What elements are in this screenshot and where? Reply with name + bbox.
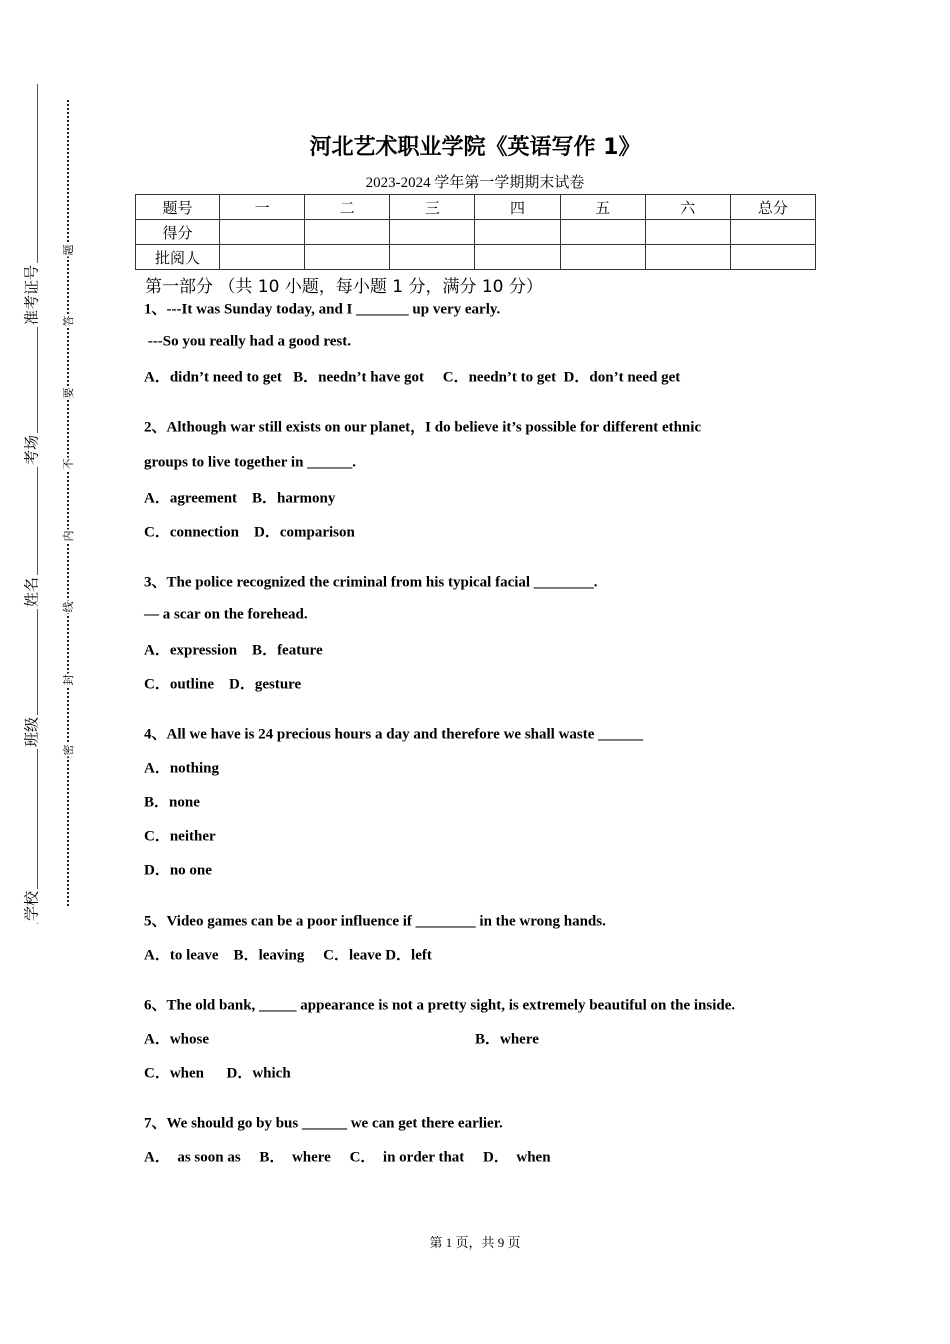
question-text: 1、---It was Sunday today, and I _______ up very early.	[144, 301, 501, 318]
table-cell: 题号	[136, 195, 220, 220]
seal-char: 线	[62, 601, 75, 613]
page-footer: 第 1 页，共 9 页	[429, 1235, 521, 1250]
exam-title: 河北艺术职业学院《英语写作 1》	[309, 135, 641, 160]
question-line: C．connection D．comparison	[144, 524, 355, 541]
seal-char: 答	[62, 315, 75, 327]
question-line: C．when D．which	[144, 1065, 291, 1082]
table-cell	[730, 245, 815, 270]
table-cell	[645, 245, 730, 270]
question-line: B．none	[144, 794, 200, 811]
binding-line	[37, 84, 38, 924]
table-cell	[305, 220, 390, 245]
question-line: A．to leave B．leaving C．leave D．left	[144, 947, 432, 964]
question-line: A．agreement B．harmony	[144, 490, 336, 507]
table-row	[136, 220, 816, 245]
table-cell	[560, 220, 645, 245]
table-row	[136, 245, 816, 270]
question-text: 6、The old bank, _____ appearance is not a pretty sight, is extremely beautiful on the inside.	[144, 997, 736, 1014]
table-cell	[220, 245, 305, 270]
table-cell	[305, 245, 390, 270]
question-line: ---So you really had a good rest.	[144, 333, 351, 350]
seal-char: 内	[62, 530, 75, 542]
exam-id-label: 准考证号	[22, 264, 41, 326]
table-cell: 得分	[136, 220, 220, 245]
seal-char: 要	[62, 387, 75, 399]
seal-char: 封	[62, 674, 75, 686]
table-cell	[220, 220, 305, 245]
table-cell: 批阅人	[136, 245, 220, 270]
table-cell	[560, 245, 645, 270]
name-label: 姓名	[22, 576, 41, 608]
score-table	[135, 194, 816, 270]
question-line: groups to live together in ______.	[144, 454, 356, 471]
question-line: A．nothing	[144, 760, 220, 777]
option-b: B．where	[475, 1031, 539, 1048]
question-line: C．outline D．gesture	[144, 676, 302, 693]
question-text: 4、All we have is 24 precious hours a day and therefore we shall waste ______	[144, 726, 644, 743]
table-cell	[730, 220, 815, 245]
question-line: A．whose	[144, 1031, 210, 1048]
table-row	[136, 195, 816, 220]
table-cell	[475, 220, 560, 245]
table-cell	[390, 220, 475, 245]
section-heading: 第一部分 （共 10 小题，每小题 1 分，满分 10 分）	[145, 277, 543, 297]
question-line: C．neither	[144, 828, 216, 845]
table-cell	[475, 245, 560, 270]
school-label: 学校	[22, 890, 41, 922]
table-cell: 总分	[730, 195, 815, 220]
question-text: 3、The police recognized the criminal from his typical facial ________.	[144, 574, 598, 591]
question-text: 5、Video games can be a poor influence if ________ in the wrong hands.	[144, 913, 606, 930]
exam-room-label: 考场	[22, 434, 41, 466]
question-line: — a scar on the forehead.	[144, 606, 308, 623]
table-cell: 五	[560, 195, 645, 220]
question-text: 2、Although war still exists on our planet，I do believe it’s possible for different ethnic	[144, 419, 702, 436]
seal-char: 题	[62, 244, 75, 256]
class-label: 班级	[22, 716, 41, 748]
table-cell: 六	[645, 195, 730, 220]
question-line: A．didn’t need to get B．needn’t have got C．needn’t to get D．don’t need get	[144, 369, 681, 386]
table-cell	[390, 245, 475, 270]
seal-dotted-line	[67, 100, 69, 906]
table-cell	[645, 220, 730, 245]
exam-subtitle: 2023-2024 学年第一学期期末试卷	[365, 175, 585, 191]
table-cell: 二	[305, 195, 390, 220]
question-line: A．expression B．feature	[144, 642, 323, 659]
question-text: 7、We should go by bus ______ we can get there earlier.	[144, 1115, 503, 1132]
table-cell: 三	[390, 195, 475, 220]
table-cell: 四	[475, 195, 560, 220]
question-line: A． as soon as B． where C． in order that D． when	[144, 1149, 551, 1166]
table-cell: 一	[220, 195, 305, 220]
seal-char: 密	[62, 744, 75, 756]
seal-char: 不	[62, 458, 75, 470]
question-line: D．no one	[144, 862, 212, 879]
